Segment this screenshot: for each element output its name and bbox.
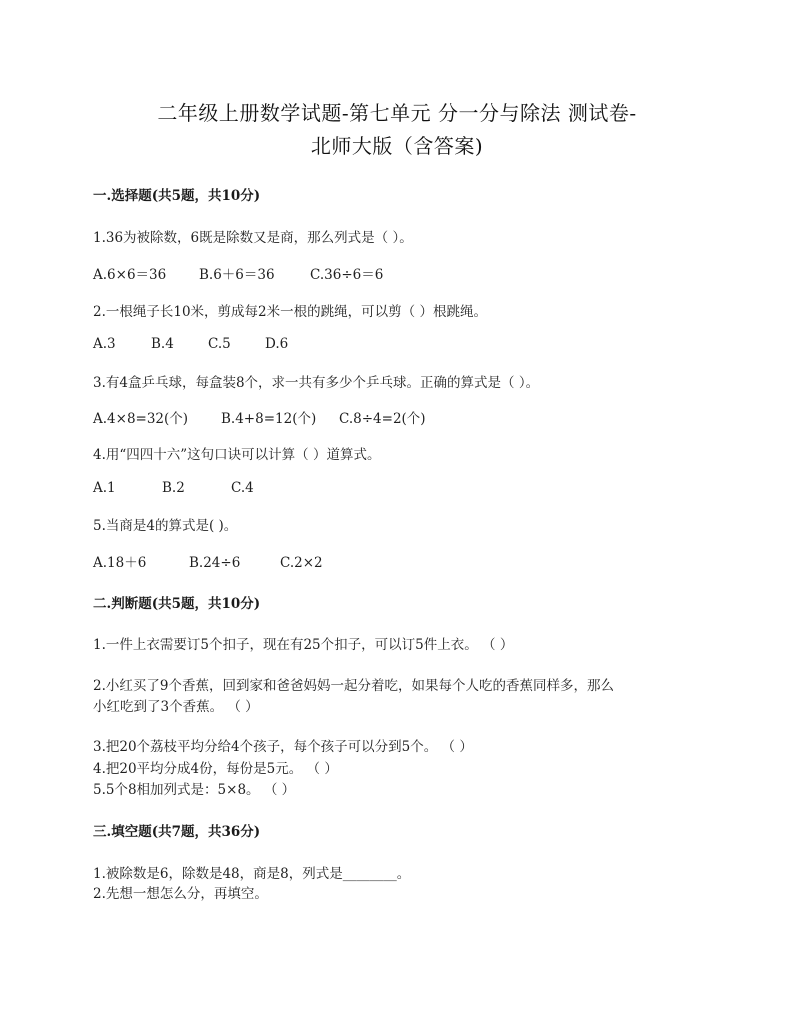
option-c: C.36÷6＝6 (310, 267, 384, 283)
option-c: C.2×2 (280, 555, 323, 571)
section-heading-choice: 一.选择题(共5题，共10分) (93, 188, 261, 204)
page-title-line-2: 北师大版（含答案) (310, 134, 484, 158)
choice-question-5-options (93, 551, 323, 571)
judge-question-1: 1.一件上衣需要订5个扣子，现在有25个扣子，可以订5件上衣。 （ ） (93, 637, 514, 653)
option-c: C.8÷4=2(个) (339, 411, 426, 427)
option-b: B.6＋6＝36 (199, 267, 275, 283)
choice-question-5: 5.当商是4的算式是( )。 (93, 518, 238, 534)
option-a: A.18＋6 (93, 555, 147, 571)
judge-question-2-line-2: 小红吃到了3个香蕉。 （ ） (93, 699, 259, 715)
fill-question-2: 2.先想一想怎么分，再填空。 (93, 886, 268, 902)
choice-question-1: 1.36为被除数，6既是除数又是商，那么列式是（ ）。 (93, 230, 413, 246)
choice-question-2: 2.一根绳子长10米，剪成每2米一根的跳绳，可以剪（ ）根跳绳。 (93, 304, 487, 320)
judge-question-4: 4.把20平均分成4份，每份是5元。 （ ） (93, 761, 338, 777)
judge-question-2-line-1: 2.小红买了9个香蕉，回到家和爸爸妈妈一起分着吃，如果每个人吃的香蕉同样多，那么 (93, 678, 614, 694)
choice-question-1-options (93, 263, 383, 283)
section-heading-judge: 二.判断题(共5题，共10分) (93, 596, 261, 612)
section-heading-fill: 三.填空题(共7题，共36分) (93, 824, 261, 840)
choice-question-4: 4.用“四四十六”这句口诀可以计算（ ）道算式。 (93, 447, 381, 463)
page-title-line-1: 二年级上册数学试题-第七单元 分一分与除法 测试卷- (157, 101, 637, 125)
option-c: C.4 (231, 480, 254, 496)
fill-question-1: 1.被除数是6，除数是48，商是8，列式是________。 (93, 866, 411, 882)
option-c: C.5 (208, 336, 231, 352)
option-b: B.4+8=12(个) (221, 411, 317, 427)
option-b: B.4 (151, 336, 174, 352)
option-a: A.4×8=32(个) (93, 411, 189, 427)
choice-question-4-options (93, 480, 254, 496)
judge-question-5: 5.5个8相加列式是：5×8。 （ ） (93, 782, 296, 798)
option-a: A.6×6＝36 (93, 267, 167, 283)
option-a: A.1 (93, 480, 116, 496)
choice-question-3: 3.有4盒乒乓球，每盒装8个，求一共有多少个乒乓球。正确的算式是（ ）。 (93, 375, 540, 391)
judge-question-3: 3.把20个荔枝平均分给4个孩子，每个孩子可以分到5个。 （ ） (93, 739, 473, 755)
option-b: B.2 (162, 480, 185, 496)
choice-question-3-options (93, 407, 426, 427)
choice-question-2-options (93, 336, 288, 352)
option-b: B.24÷6 (189, 555, 241, 571)
option-d: D.6 (265, 336, 289, 352)
option-a: A.3 (93, 336, 116, 352)
